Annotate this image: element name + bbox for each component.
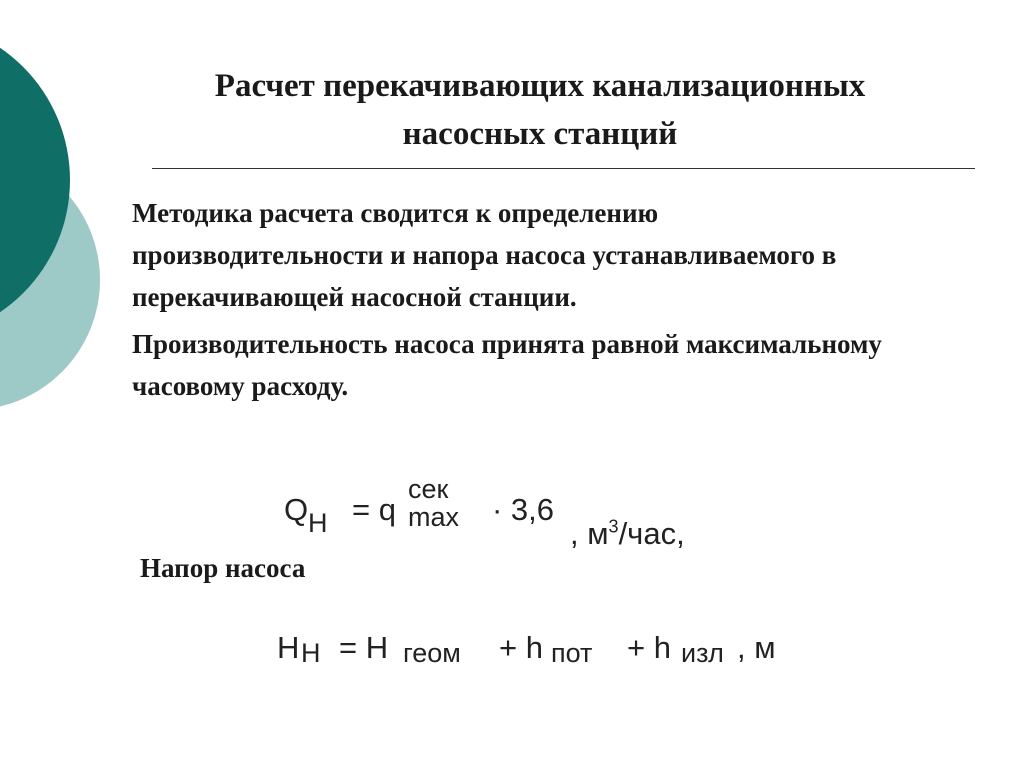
title-divider: [152, 168, 975, 169]
formula-q-unit-exp: 3: [608, 516, 619, 537]
slide-title-line2: насосных станций: [402, 116, 678, 152]
formula-h-sub1: геом: [403, 638, 461, 668]
formula-q-unit: [570, 516, 685, 552]
formula-q-lhs-sub: Н: [308, 508, 328, 538]
formula-h-lhs: H: [277, 630, 300, 665]
formula-h-unit: , м: [737, 630, 776, 665]
formula-capacity: [284, 474, 744, 551]
formula-q-eq: = q: [352, 492, 396, 527]
formula-h-plus1: + h: [499, 630, 543, 665]
formula-q-lhs: Q: [284, 492, 309, 527]
paragraph-capacity: Производительность насоса принята равной максимальному часовому расходу.: [132, 329, 882, 401]
formula-h-plus2: + h: [627, 630, 671, 665]
slide-title: [100, 62, 980, 158]
formula-q-sup: сек: [408, 474, 449, 504]
formula-q-unit-prefix: , м: [570, 516, 609, 551]
formula-h-lhs-sub: Н: [301, 638, 321, 668]
formula-h-eq: = H: [339, 630, 389, 665]
formula-head: [277, 622, 817, 682]
slide-title-line1: Расчет перекачивающих канализационных: [214, 68, 866, 104]
formula-q-sub: max: [408, 502, 460, 532]
slide-body: [132, 192, 902, 407]
head-label: Напор насоса: [140, 553, 306, 583]
formula-h-sub2: пот: [551, 638, 593, 668]
paragraph-method: Методика расчета сводится к определению производительности и напора насоса устанавливаемого в перекачивающей насосной станции.: [132, 198, 837, 312]
formula-q-unit-suffix: /час,: [618, 516, 685, 551]
formula-q-mult: · 3,6: [492, 492, 555, 527]
formula-h-sub3: изл: [681, 638, 724, 668]
